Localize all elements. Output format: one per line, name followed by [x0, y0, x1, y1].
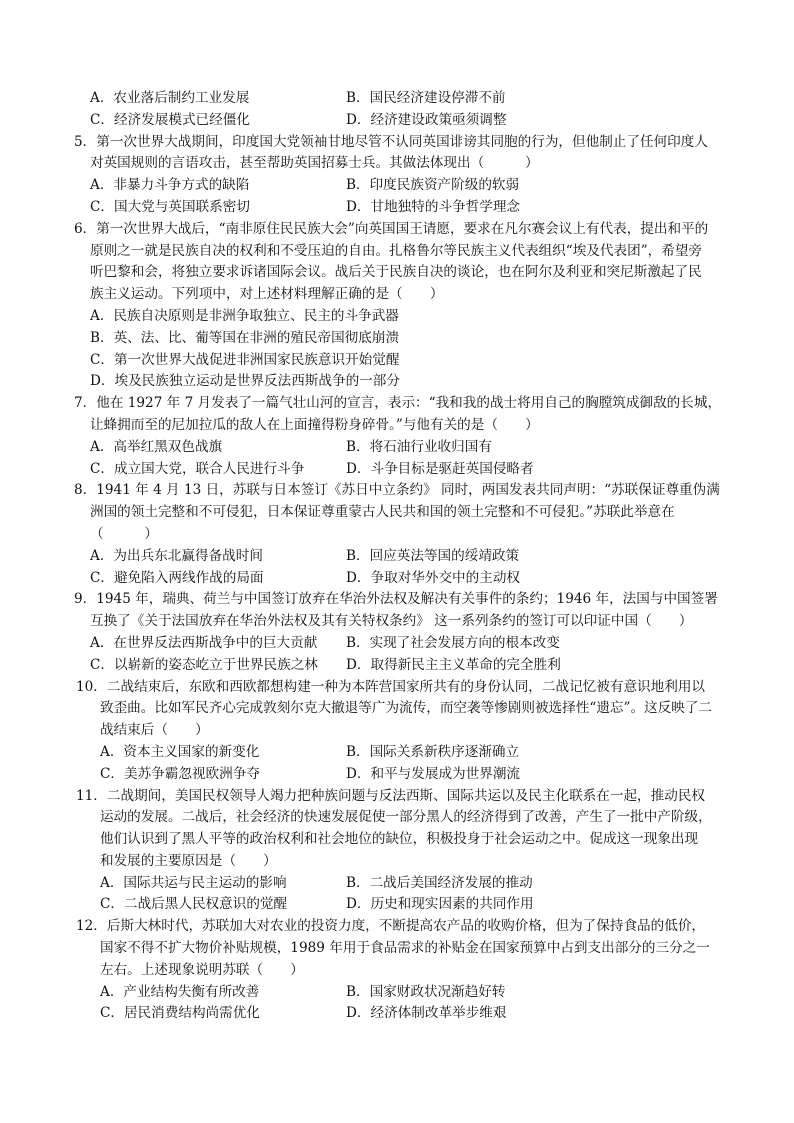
q9-stem-line: 9．1945 年，瑞典、荷兰与中国签订放弃在华治外法权及解决有关事件的条约；1946 年，法国与中国签署	[74, 591, 718, 608]
q6-stem-line: 6．第一次世界大战后，“南非原住民民族大会”向英国国王请愿，要求在凡尔赛会议上有代表，提出和平的	[74, 220, 709, 237]
q10-option-c: C．美苏争霸忽视欧洲争夺	[100, 765, 260, 782]
q4-option-b: B．国民经济建设停滞不前	[346, 90, 506, 106]
q11-stem-line: 11．二战期间，美国民权领导人竭力把种族问题与反法西斯、国际共运以及民主化联系在一起，推动民权	[76, 787, 706, 804]
q11-option-c: C．二战后黑人民权意识的觉醒	[100, 896, 288, 913]
q12-stem-line: 国家不得不扩大物价补贴规模，1989 年用于食品需求的补贴金在国家预算中占到支出部分的三分之一	[100, 940, 710, 957]
question-7	[0, 393, 794, 480]
q7-stem-line: 让蜂拥而至的尼加拉瓜的敌人在上面撞得粉身碎骨。”与他有关的是（ ）	[90, 416, 539, 433]
q5-stem-line: 对英国规则的言语攻击，甚至帮助英国招募士兵。其做法体现出（ ）	[90, 155, 539, 172]
q4-option-row-1	[0, 88, 794, 110]
q8-option-c: C．避免陷入两线作战的局面	[90, 569, 264, 586]
q12-option-d: D．经济体制改革举步维艰	[346, 1005, 507, 1022]
q4-option-c: C．经济发展模式已经僵化	[90, 111, 250, 128]
q8-stem-line: 洲国的领土完整和不可侵犯，日本保证尊重蒙古人民共和国的领土完整和不可侵犯。”苏联此举意在	[90, 504, 675, 521]
question-12	[0, 916, 794, 1025]
q6-option-d: D．埃及民族独立运动是世界反法西斯战争的一部分	[90, 373, 400, 390]
q12-option-c: C．居民消费结构尚需优化	[100, 1005, 260, 1022]
q11-stem-line: 运动的发展。二战后，社会经济的快速发展促使一部分黑人的经济得到了改善，产生了一批中产阶级，	[100, 809, 712, 826]
q9-option-a: A．在世界反法西斯战争中的巨大贡献	[90, 634, 318, 651]
q11-stem-line: 和发展的主要原因是（ ）	[100, 852, 277, 869]
q10-stem-line: 致歪曲。比如军民齐心完成敦刻尔克大撤退等广为流传，而空袭等惨剧则被选择性“遗忘”。这反映了二	[100, 700, 713, 717]
q12-stem-line: 12．后斯大林时代，苏联加大对农业的投资力度，不断提高农产品的收购价格，但为了保持食品的低价，	[76, 918, 706, 935]
q6-option-c: C．第一次世界大战促进非洲国家民族意识开始觉醒	[90, 351, 400, 368]
q10-stem-line: 战结束后（ ）	[100, 722, 209, 739]
question-8	[0, 480, 794, 589]
q5-stem-line: 5．第一次世界大战期间，印度国大党领袖甘地尽管不认同英国诽谤其同胞的行为，但他制止了任何印度人	[74, 133, 708, 150]
question-6	[0, 219, 794, 393]
q11-option-a: A．国际共运与民主运动的影响	[100, 874, 287, 891]
q11-option-b: B．二战后美国经济发展的推动	[346, 874, 533, 891]
q6-stem-line: 族主义运动。下列项中，对上述材料理解正确的是（ ）	[90, 286, 444, 303]
q7-stem-line: 7．他在 1927 年 7 月发表了一篇气壮山河的宣言，表示：“我和我的战士将用自己的胸膛筑成御敌的长城，	[74, 395, 722, 412]
q11-stem-line: 他们认识到了黑人平等的政治权利和社会地位的缺位，积极投身于社会运动之中。促成这一现象出现	[100, 831, 699, 848]
q12-stem-line: 左右。上述现象说明苏联（ ）	[100, 961, 304, 978]
q5-option-a: A．非暴力斗争方式的缺陷	[90, 177, 250, 194]
q9-option-b: B．实现了社会发展方向的根本改变	[346, 634, 560, 651]
q4-option-row-2	[0, 110, 794, 132]
q9-stem-line: 互换了《关于法国放弃在华治外法权及其有关特权条约》 这一系列条约的签订可以印证中国（ ）	[90, 613, 693, 630]
q8-stem-line: 8．1941 年 4 月 13 日，苏联与日本签订《苏日中立条约》 同时，两国发表共同声明：“苏联保证尊重伪满	[74, 482, 720, 499]
q8-stem-line: （ ）	[90, 525, 158, 542]
question-5	[0, 132, 794, 219]
q5-option-b: B．印度民族资产阶级的软弱	[346, 177, 520, 194]
q11-option-d: D．历史和现实因素的共同作用	[346, 896, 534, 913]
q10-option-b: B．国际关系新秩序逐渐确立	[346, 743, 520, 760]
q7-option-b: B．将石油行业收归国有	[346, 438, 492, 455]
q12-option-a: A．产业结构失衡有所改善	[100, 983, 260, 1000]
q10-option-d: D．和平与发展成为世界潮流	[346, 765, 521, 782]
q8-option-a: A．为出兵东北赢得备战时间	[90, 547, 263, 564]
q6-stem-line: 原则之一就是民族自决的权利和不受压迫的自由。扎格鲁尔等民族主义代表组织“埃及代表团”，希望旁	[90, 242, 703, 259]
q5-option-c: C．国大党与英国联系密切	[90, 198, 250, 215]
question-9	[0, 589, 794, 676]
question-11	[0, 786, 794, 917]
q9-option-c: C．以崭新的姿态屹立于世界民族之林	[90, 656, 318, 673]
q6-option-a: A．民族自决原则是非洲争取独立、民主的斗争武器	[90, 307, 399, 324]
q12-option-b: B．国家财政状况渐趋好转	[346, 983, 506, 1000]
q6-option-b: B．英、法、比、葡等国在非洲的殖民帝国彻底崩溃	[90, 329, 400, 346]
q8-option-b: B．回应英法等国的绥靖政策	[346, 547, 520, 564]
question-10	[0, 677, 794, 786]
q8-option-d: D．争取对华外交中的主动权	[346, 569, 521, 586]
q4-option-d: D．经济建设政策亟须调整	[346, 111, 507, 128]
q7-option-a: A．高举红黑双色战旗	[90, 438, 223, 455]
q7-option-c: C．成立国大党，联合人民进行斗争	[90, 460, 305, 477]
q10-option-a: A．资本主义国家的新变化	[100, 743, 260, 760]
q4-option-a: A．农业落后制约工业发展	[90, 90, 250, 106]
q10-stem-line: 10．二战结束后，东欧和西欧都想构建一种为本阵营国家所共有的身份认同，二战记忆被有意识地利用以	[76, 678, 706, 695]
q5-option-d: D．甘地独特的斗争哲学理念	[346, 198, 521, 215]
q6-stem-line: 听巴黎和会，将独立要求诉诸国际会议。战后关于民族自决的谈论，也在阿尔及利亚和突尼斯激起了民	[90, 264, 702, 281]
q7-option-d: D．斗争目标是驱赶英国侵略者	[346, 460, 534, 477]
exam-page	[0, 88, 794, 1025]
q9-option-d: D．取得新民主主义革命的完全胜利	[346, 656, 561, 673]
